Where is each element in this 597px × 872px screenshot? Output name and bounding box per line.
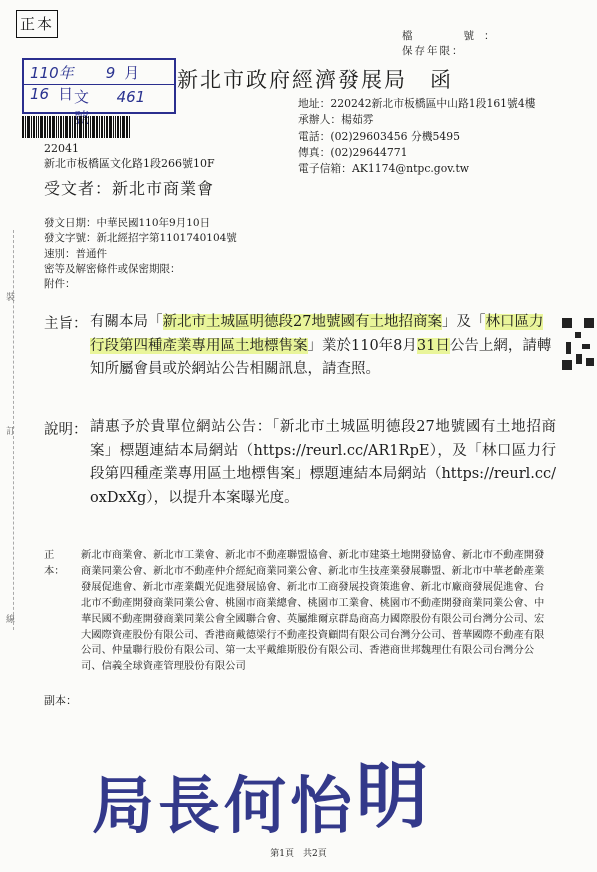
explanation-label: 說明： xyxy=(44,422,88,438)
stamp-month-unit: 月 xyxy=(124,64,140,82)
subject-mid: 」及「 xyxy=(441,314,486,330)
binding-mark-1: 裝 xyxy=(6,293,16,303)
director-signature-stamp xyxy=(92,744,432,848)
document-title: 新北市政府經濟發展局 函 xyxy=(177,68,453,92)
issue-date: 發文日期：中華民國110年9月10日 xyxy=(44,217,211,229)
copy-label: 副本： xyxy=(44,694,77,707)
recipient-line: 受文者：新北市商業會 xyxy=(44,179,215,198)
original-copy-stamp: 正本 xyxy=(16,10,58,38)
stamp-number: 461 xyxy=(116,88,146,106)
subject-project-1: 新北市土城區明德段27地號國有土地招商案 xyxy=(162,314,442,330)
document-info xyxy=(44,216,237,292)
contact-handler: 承辦人：楊茹雰 xyxy=(298,113,374,127)
subject-date-highlight: 31日 xyxy=(416,337,450,354)
contact-fax: 傳真：(02)29644771 xyxy=(298,145,408,159)
subject-pre: 有關本局「 xyxy=(90,314,163,330)
qr-code-icon xyxy=(562,318,594,370)
retention-period-label: 保存年限： xyxy=(402,45,465,57)
contact-block xyxy=(298,96,536,177)
received-date-stamp xyxy=(22,58,176,114)
contact-phone: 電話：(02)29603456 分機5495 xyxy=(298,129,461,143)
subject-post-2: 公告上網，請轉知所屬會員或於網站公告相關訊息，請查照。 xyxy=(90,337,552,377)
barcode xyxy=(22,116,182,138)
binding-mark-3: 線 xyxy=(6,615,16,625)
subject-project-2: 林口區力行段第四種產業專用區土地標售案 xyxy=(90,314,544,354)
delivery-speed: 速別：普通件 xyxy=(44,247,107,260)
secrecy-level: 密等及解密條件或保密期限： xyxy=(44,262,181,275)
recipient-mailing-address xyxy=(44,142,215,171)
contact-email: 電子信箱：AK1174@ntpc.gov.tw xyxy=(298,162,470,176)
subject-post-1: 」業於110年8月 xyxy=(307,337,417,354)
stamp-year: 110年 xyxy=(30,64,74,82)
recipient-street-address: 新北市板橋區文化路1段266號10F xyxy=(44,156,215,170)
stamp-day: 16 xyxy=(30,85,50,103)
contact-address: 地址：220242新北市板橋區中山路1段161號4樓 xyxy=(298,97,536,110)
signature-last-char: 明 xyxy=(356,754,433,838)
stamp-category: 文 xyxy=(74,88,90,106)
document-number: 發文字號：新北經招字第1101740104號 xyxy=(44,232,237,245)
binding-mark-2: 訂 xyxy=(6,427,16,437)
signature-title: 局長 xyxy=(92,769,225,842)
signature-name: 何怡 xyxy=(224,769,357,842)
attachments: 附件： xyxy=(44,278,76,291)
stamp-day-unit: 日 xyxy=(58,85,74,103)
subject-label: 主旨： xyxy=(44,316,88,332)
page-indicator: 第1頁 共2頁 xyxy=(270,849,327,859)
explanation-text: 請惠予於貴單位網站公告：「新北市土城區明德段27地號國有土地招商案」標題連結本局網站（https://reurl.cc/AR1RpE），及「林口區力行段第四種產業專用區土地標售案」標題連結本局網站（https://reurl.cc/oxDxXg），以提升本案曝光度。 xyxy=(90,419,556,506)
recipient-postal-code: 22041 xyxy=(44,142,79,155)
subject-text xyxy=(90,311,556,382)
distribution-text: 新北市商業會、新北市工業會、新北市不動產聯盟協會、新北市建築土地開發協會、新北市不動產開發商業同業公會、新北市不動產仲介經紀商業同業公會、新北市生技產業發展聯盟、新北市中華老齡產業發展促進會、新北市產業觀光促進發展協會、新北市工商發展投資策進會、新北市廠商發展促進會、台北市不動產開發商業同業公會、桃園市商業總會、桃園市工業會、桃園市不動產開發商業同業公會、中華民國不動產開發商業同業公會全國聯合會、英屬維爾京群島商高力國際股份有限公司台灣分公司、宏大國際資產股份有限公司、香港商戴德梁行不動產投資顧問有限公司台灣分公司、普華國際不動產有限公司、仲量聯行股份有限公司、第一太平戴維斯股份有限公司、香港商世邦魏理仕有限公司台灣分公司、信義全球資產管理股份有限公司 xyxy=(81,549,545,673)
stamp-month: 9 xyxy=(105,64,116,82)
distribution-label: 正本： xyxy=(44,549,65,577)
file-number-label: 檔 號： xyxy=(402,30,505,42)
